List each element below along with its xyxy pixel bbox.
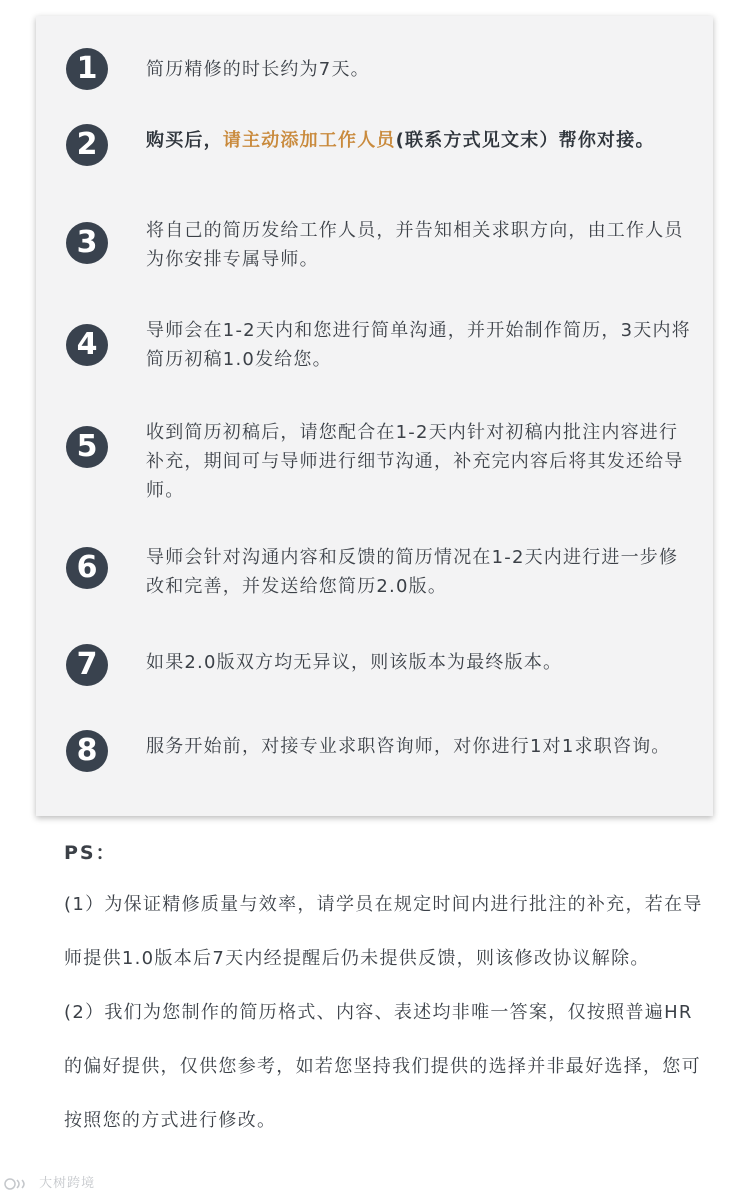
step-text: 收到简历初稿后，请您配合在1-2天内针对初稿内批注内容进行补充，期间可与导师进行细节沟通，补充完内容后将其发还给导师。 (146, 422, 684, 501)
steps-card (36, 16, 713, 816)
step-text: 导师会针对沟通内容和反馈的简历情况在1-2天内进行进一步修改和完善，并发送给您简历2.0版。 (146, 547, 679, 597)
step-text-prefix: 购买后， (146, 130, 223, 151)
step-text: 简历精修的时长约为7天。 (146, 59, 370, 80)
step-text-suffix: (联系方式见文末）帮你对接。 (395, 130, 655, 151)
step-number-badge: 3 (66, 222, 108, 264)
step-number-badge: 7 (66, 644, 108, 686)
watermark-logo-icon (4, 1177, 30, 1191)
step-text-highlight: 请主动添加工作人员 (222, 130, 396, 151)
step-number-badge: 5 (66, 426, 108, 468)
ps-section (64, 838, 704, 1148)
step-number-badge: 8 (66, 730, 108, 772)
watermark-text: 大树跨境 (39, 1176, 96, 1191)
step-text: 如果2.0版双方均无异议，则该版本为最终版本。 (146, 652, 563, 673)
step-number-badge: 6 (66, 547, 108, 589)
watermark (4, 1174, 95, 1194)
ps-title: PS： (64, 842, 117, 864)
step-text: 将自己的简历发给工作人员，并告知相关求职方向，由工作人员为你安排专属导师。 (146, 220, 684, 270)
step-text: 服务开始前，对接专业求职咨询师，对你进行1对1求职咨询。 (146, 736, 671, 757)
step-number-badge: 1 (66, 48, 108, 90)
step-text: 导师会在1-2天内和您进行简单沟通，并开始制作简历，3天内将简历初稿1.0发给您。 (146, 320, 691, 370)
step-text (146, 126, 691, 155)
ps-paragraph-1: (1）为保证精修质量与效率，请学员在规定时间内进行批注的补充，若在导师提供1.0版本后7天内经提醒后仍未提供反馈，则该修改协议解除。 (64, 894, 703, 969)
ps-paragraph-2: (2）我们为您制作的简历格式、内容、表述均非唯一答案，仅按照普遍HR的偏好提供，仅供您参考，如若您坚持我们提供的选择并非最好选择，您可按照您的方式进行修改。 (64, 1002, 701, 1131)
step-number-badge: 4 (66, 324, 108, 366)
step-number-badge: 2 (66, 124, 108, 166)
